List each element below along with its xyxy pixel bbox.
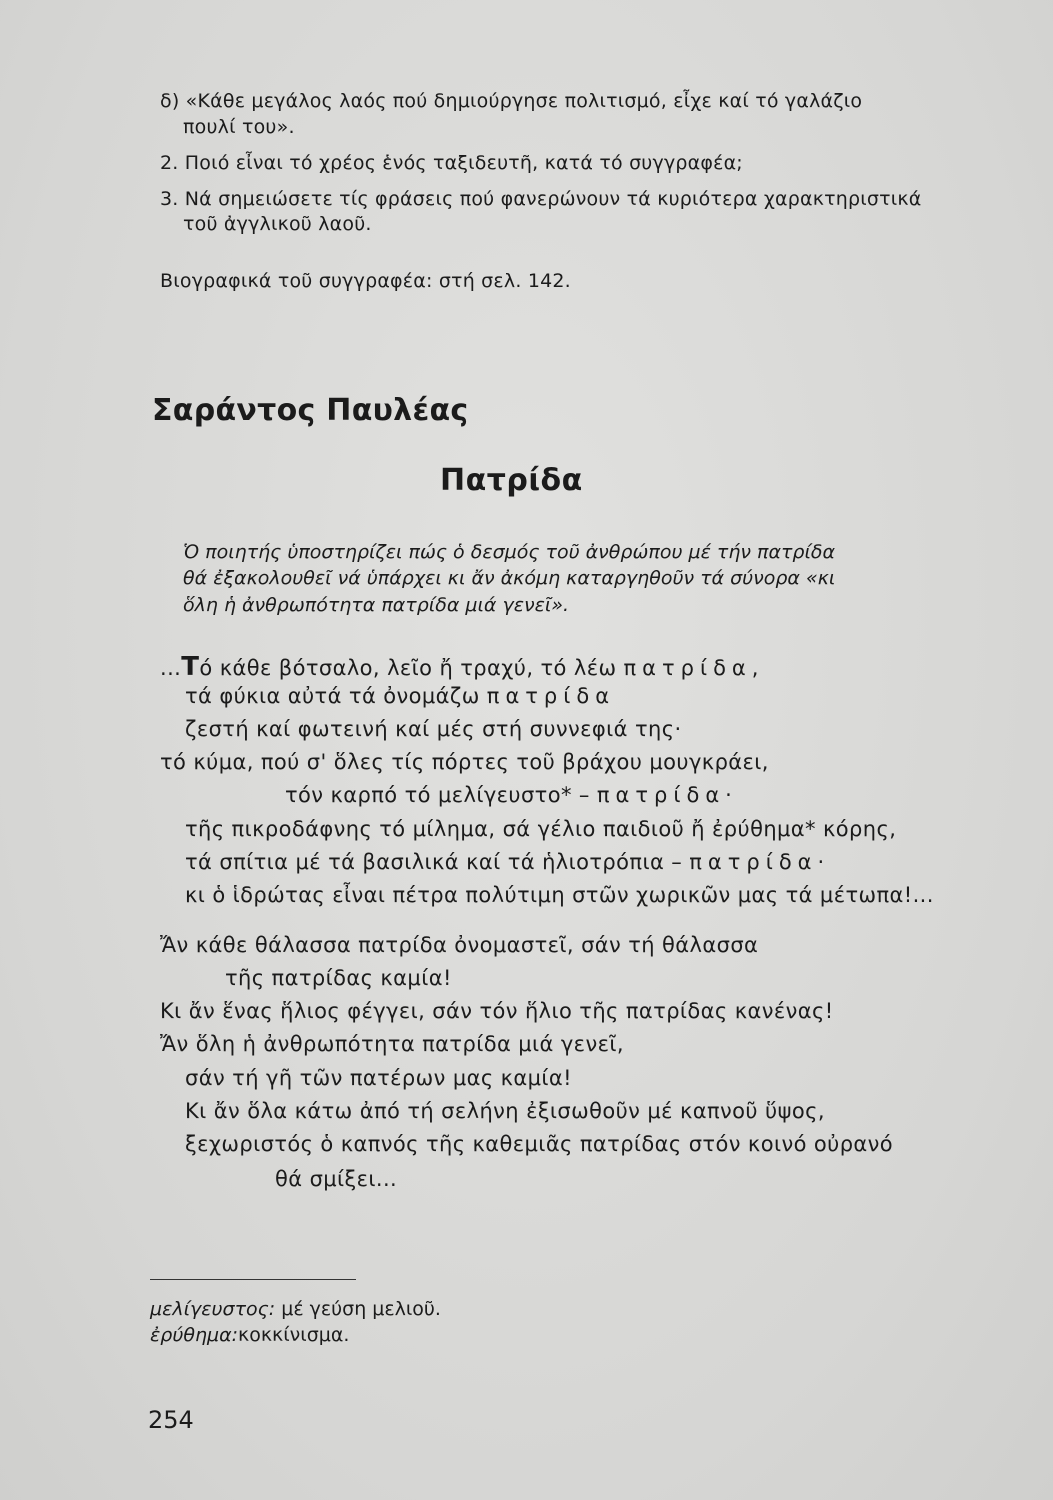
author-bio-note: Βιογραφικά τοῦ συγγραφέα: στή σελ. 142. (160, 270, 571, 292)
stanza-1-line-7 (185, 850, 830, 874)
stanza-2-line-4: Ἄν ὅλη ἡ ἀνθρωπότητα πατρίδα μιά γενεῖ, (160, 1032, 624, 1056)
intro-line-1: Ὁ ποιητής ὑποστηρίζει πώς ὁ δεσμός τοῦ ἀνθρώπου μέ τήν πατρίδα (183, 541, 836, 563)
stanza-2-line-7: ξεχωριστός ὁ καπνός τῆς καθεμιᾶς πατρίδας στόν κοινό οὐρανό (185, 1132, 894, 1156)
stanza-1-line-5 (285, 783, 738, 807)
ellipsis-lead: ... (160, 656, 182, 680)
stanza-1-line-6: τῆς πικροδάφνης τό μίλημα, σά γέλιο παιδιοῦ ἤ ἐρύθημα* κόρης, (185, 817, 897, 841)
intro-line-3: ὅλη ἡ ἀνθρωπότητα πατρίδα μιά γενεῖ». (183, 594, 570, 616)
footnote-term: ἐρύθημα: (150, 1324, 239, 1346)
stanza-2-line-2: τῆς πατρίδας καμία! (225, 966, 452, 990)
spaced-word: πατρίδα· (596, 783, 738, 807)
footnote-term: μελίγευστος: (150, 1298, 276, 1320)
poem-title: Πατρίδα (440, 463, 583, 498)
spaced-word: πατρίδα· (689, 850, 831, 874)
stanza-2-line-8: θά σμίξει... (275, 1167, 398, 1191)
spaced-word: πατρίδα, (623, 656, 765, 680)
footnote-divider (150, 1279, 356, 1280)
stanza-2-line-1: Ἄν κάθε θάλασσα πατρίδα ὀνομαστεῖ, σάν τή θάλασσα (160, 933, 759, 957)
question-2: 2. Ποιό εἶναι τό χρέος ἑνός ταξιδευτῆ, κατά τό συγγραφέα; (160, 152, 743, 174)
question-d-line-2: πουλί του». (183, 116, 295, 138)
stanza-1-line-3: ζεστή καί φωτεινή καί μές στή συννεφιά της· (185, 717, 682, 741)
stanza-2-line-3: Κι ἄν ἕνας ἥλιος φέγγει, σάν τόν ἥλιο τῆς πατρίδας κανένας! (160, 999, 834, 1023)
line-text: ό κάθε βότσαλο, λεῖο ἤ τραχύ, τό λέω (199, 656, 624, 680)
footnote-definition: μέ γεύση μελιοῦ. (275, 1298, 441, 1320)
author-name: Σαράντος Παυλέας (152, 393, 469, 428)
footnote-2 (150, 1324, 349, 1346)
footnote-1 (150, 1298, 441, 1320)
intro-line-2: θά ἐξακολουθεῖ νά ὑπάρχει κι ἄν ἀκόμη καταργηθοῦν τά σύνορα «κι (183, 567, 836, 589)
spaced-word: πατρίδα (486, 684, 616, 708)
stanza-2-line-6: Κι ἄν ὅλα κάτω ἀπό τή σελήνη ἐξισωθοῦν μέ καπνοῦ ὕψος, (185, 1099, 825, 1123)
stanza-1-line-1 (160, 652, 764, 682)
stanza-1-line-2 (185, 684, 615, 708)
stanza-2-line-5: σάν τή γῆ τῶν πατέρων μας καμία! (185, 1066, 572, 1090)
question-3-line-2: τοῦ ἀγγλικοῦ λαοῦ. (183, 213, 372, 235)
line-text: τόν καρπό τό μελίγευστο* – (285, 783, 597, 807)
line-text: τά σπίτια μέ τά βασιλικά καί τά ἡλιοτρόπια – (185, 850, 690, 874)
footnote-definition: κοκκίνισμα. (238, 1324, 350, 1346)
question-d-line-1: δ) «Κάθε μεγάλος λαός πού δημιούργησε πολιτισμό, εἶχε καί τό γαλάζιο (160, 90, 863, 112)
drop-cap: Τ (181, 652, 200, 682)
stanza-1-line-4: τό κύμα, πού σ' ὅλες τίς πόρτες τοῦ βράχου μουγκράει, (160, 750, 769, 774)
line-text: τά φύκια αὐτά τά ὀνομάζω (185, 684, 487, 708)
page-number: 254 (148, 1406, 194, 1434)
stanza-1-line-8: κι ὁ ἱδρώτας εἶναι πέτρα πολύτιμη στῶν χωρικῶν μας τά μέτωπα!... (185, 883, 934, 907)
question-3-line-1: 3. Νά σημειώσετε τίς φράσεις πού φανερώνουν τά κυριότερα χαρακτηριστικά (160, 188, 922, 210)
